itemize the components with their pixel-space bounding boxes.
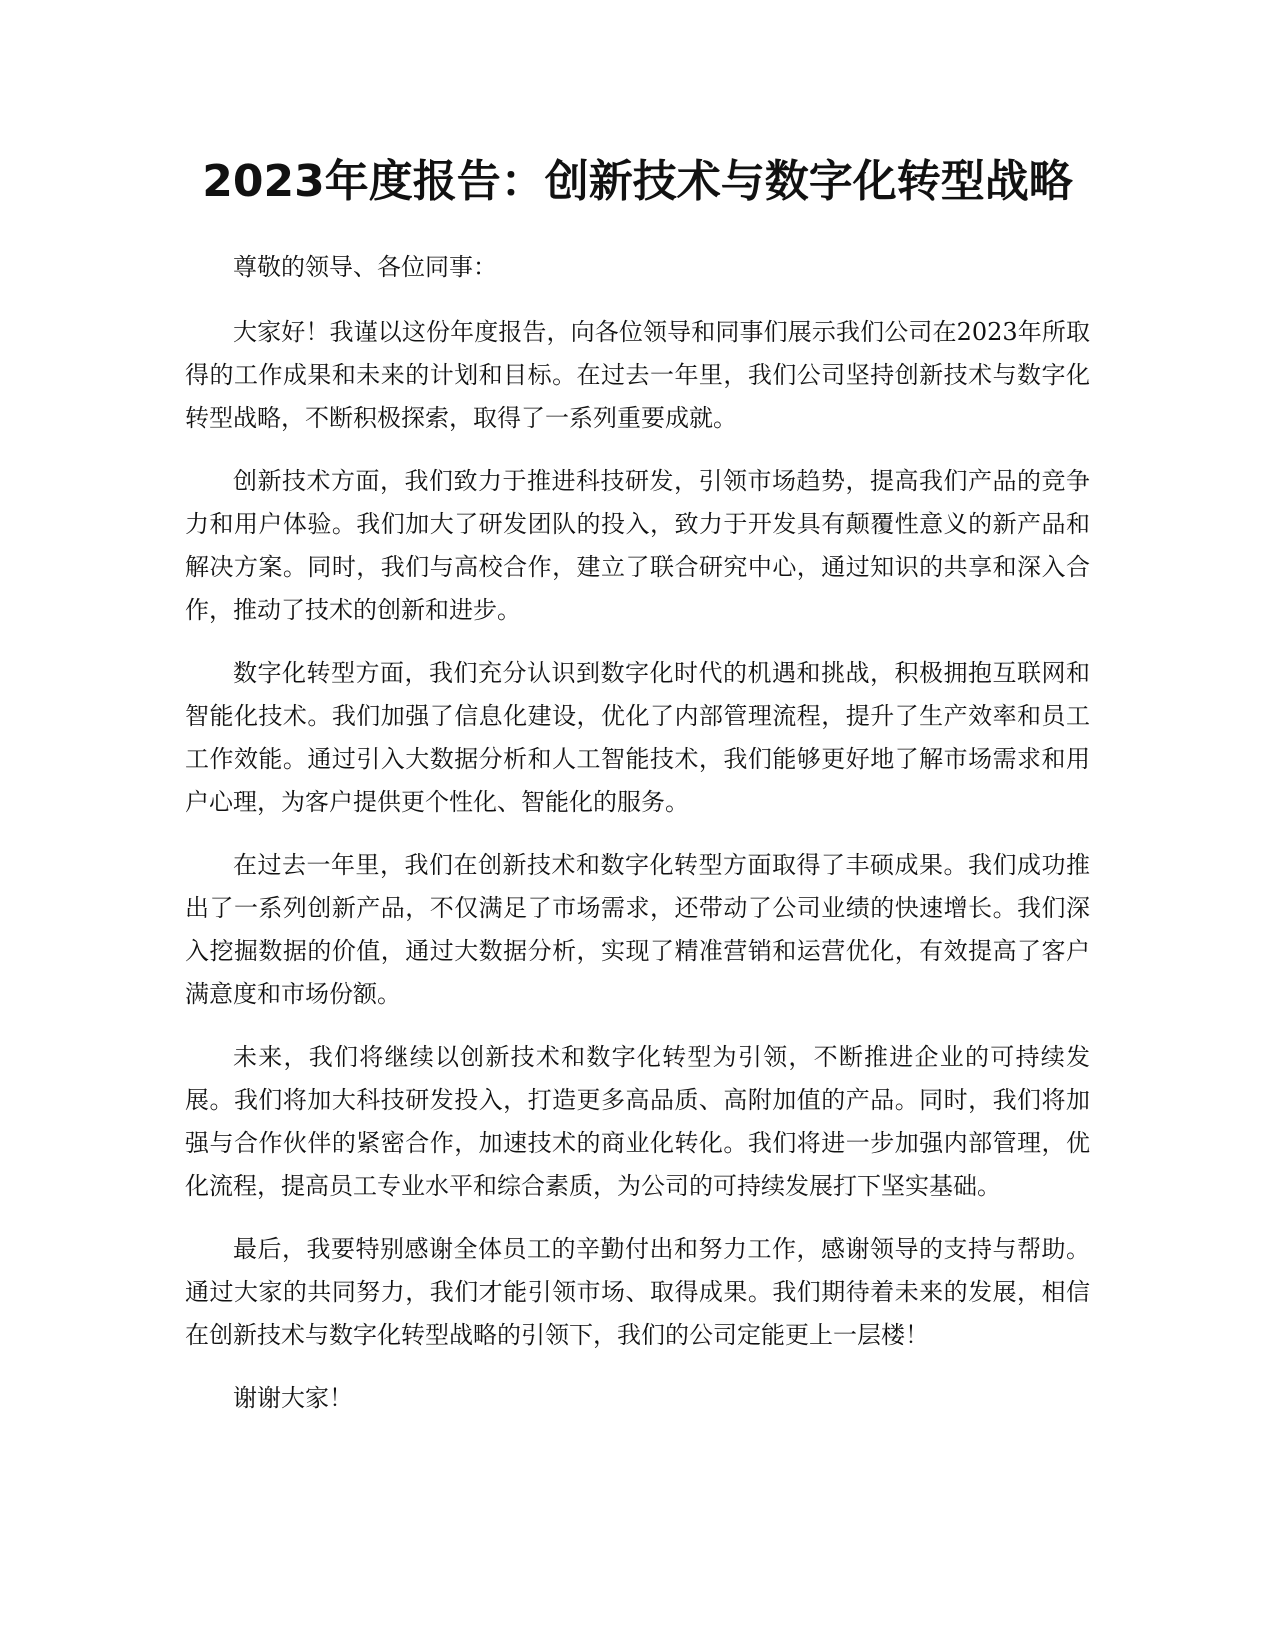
paragraph-digital-transformation: 数字化转型方面，我们充分认识到数字化时代的机遇和挑战，积极拥抱互联网和智能化技术。我们加强了信息化建设，优化了内部管理流程，提升了生产效率和员工工作效能。通过引入大数据分析和人工智能技术，我们能够更好地了解市场需求和用户心理，为客户提供更个性化、智能化的服务。 [185, 659, 1090, 816]
paragraph-innovation-technology: 创新技术方面，我们致力于推进科技研发，引领市场趋势，提高我们产品的竞争力和用户体验。我们加大了研发团队的投入，致力于开发具有颠覆性意义的新产品和解决方案。同时，我们与高校合作，建立了联合研究中心，通过知识的共享和深入合作，推动了技术的创新和进步。 [185, 467, 1090, 624]
paragraph-achievements: 在过去一年里，我们在创新技术和数字化转型方面取得了丰硕成果。我们成功推出了一系列创新产品，不仅满足了市场需求，还带动了公司业绩的快速增长。我们深入挖掘数据的价值，通过大数据分析，实现了精准营销和运营优化，有效提高了客户满意度和市场份额。 [185, 851, 1090, 1008]
document-body [185, 246, 1090, 1440]
closing: 谢谢大家！ [233, 1384, 353, 1412]
paragraph-acknowledgement: 最后，我要特别感谢全体员工的辛勤付出和努力工作，感谢领导的支持与帮助。通过大家的共同努力，我们才能引领市场、取得成果。我们期待着未来的发展，相信在创新技术与数字化转型战略的引领下，我们的公司定能更上一层楼！ [185, 1235, 1090, 1349]
paragraph-intro: 大家好！我谨以这份年度报告，向各位领导和同事们展示我们公司在2023年所取得的工作成果和未来的计划和目标。在过去一年里，我们公司坚持创新技术与数字化转型战略，不断积极探索，取得了一系列重要成就。 [185, 318, 1090, 432]
document-title: 2023年度报告：创新技术与数字化转型战略 [202, 156, 1073, 207]
paragraph-future-plans: 未来，我们将继续以创新技术和数字化转型为引领，不断推进企业的可持续发展。我们将加大科技研发投入，打造更多高品质、高附加值的产品。同时，我们将加强与合作伙伴的紧密合作，加速技术的商业化转化。我们将进一步加强内部管理，优化流程，提高员工专业水平和综合素质，为公司的可持续发展打下坚实基础。 [185, 1043, 1090, 1200]
salutation: 尊敬的领导、各位同事： [233, 253, 497, 281]
